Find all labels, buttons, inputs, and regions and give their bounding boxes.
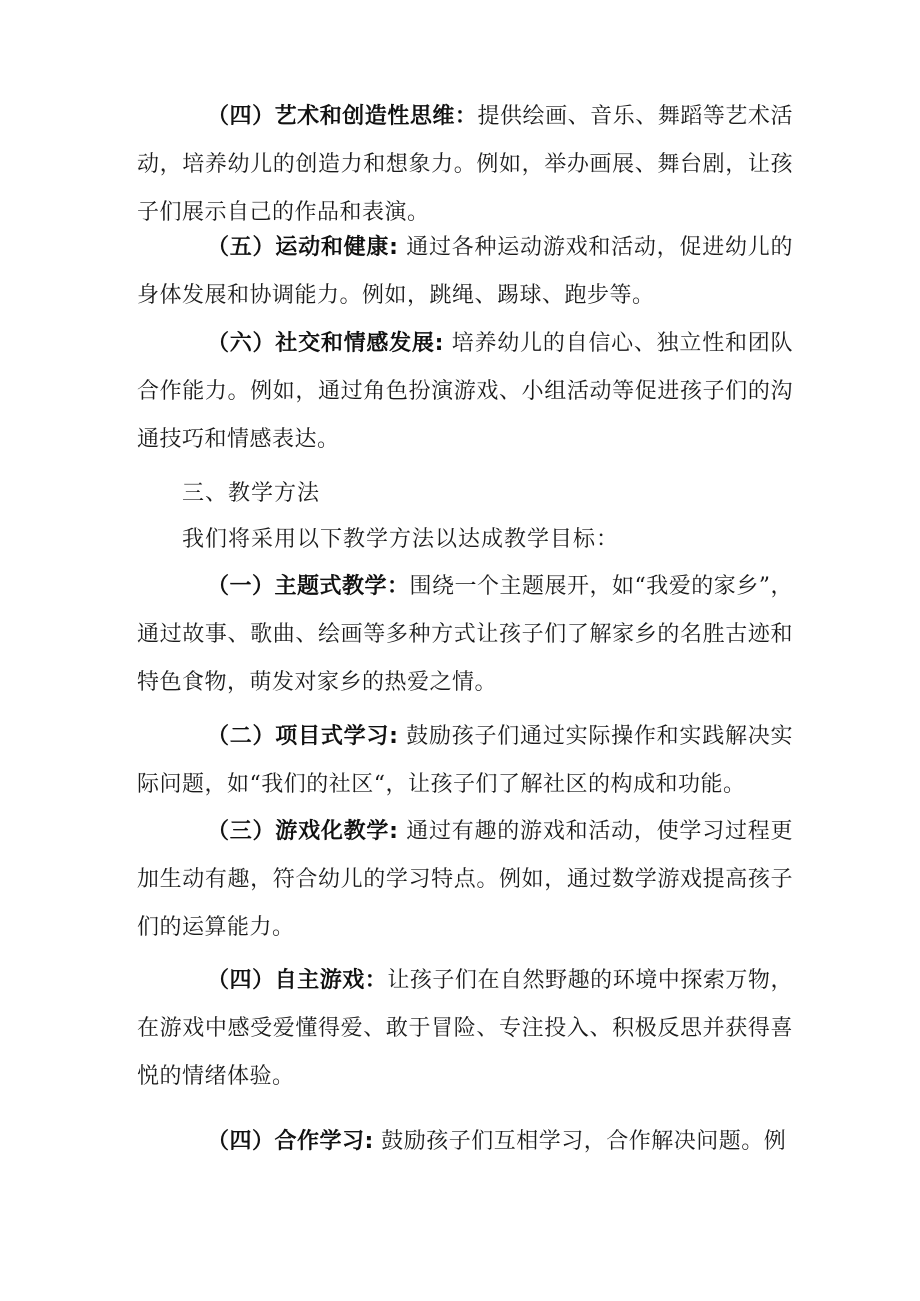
section-intro: 我们将采用以下教学方法以达成教学目标： — [182, 527, 620, 552]
paragraph-lead: （六）社交和情感发展: — [207, 331, 444, 356]
paragraph-theme-teaching — [137, 563, 793, 707]
paragraph-text: 培养幼儿的自信心、独立性和团队合作能力。例如，通过角色扮演游戏、小组活动等促进孩子们的沟通技巧和情感表达。 — [137, 331, 793, 452]
paragraph-lead: （四）艺术和创造性思维： — [207, 104, 478, 129]
paragraph-text: 让孩子们在自然野趣的环境中探索万物，在游戏中感受爱懂得爱、敢于冒险、专注投入、积极反思并获得喜悦的情绪体验。 — [137, 968, 793, 1089]
paragraph-lead: （三）游戏化教学: — [207, 819, 399, 844]
paragraph-game-teaching — [137, 808, 793, 952]
paragraph-text: 提供绘画、音乐、舞蹈等艺术活动，培养幼儿的创造力和想象力。例如，举办画展、舞台剧，让孩子们展示自己的作品和表演。 — [137, 104, 793, 225]
paragraph-text: 鼓励孩子们通过实际操作和实践解决实际问题，如“我们的社区“，让孩子们了解社区的构成和功能。 — [137, 724, 793, 797]
paragraph-lead: （五）运动和健康: — [207, 235, 399, 260]
paragraph-lead: （四）自主游戏： — [207, 968, 388, 993]
paragraph-lead: （四）合作学习: — [207, 1129, 374, 1154]
section-heading: 三、教学方法 — [182, 481, 321, 506]
paragraph-cooperative-learning — [137, 1118, 793, 1166]
paragraph-lead: （一）主题式教学： — [207, 574, 410, 599]
paragraph-sports — [137, 224, 793, 320]
paragraph-project-learning — [137, 713, 793, 809]
paragraph-arts — [137, 93, 793, 237]
paragraph-social — [137, 320, 793, 464]
paragraph-free-play — [137, 957, 793, 1101]
paragraph-text: 围绕一个主题展开，如“我爱的家乡”，通过故事、歌曲、绘画等多种方式让孩子们了解家乡的名胜古迹和特色食物，萌发对家乡的热爱之情。 — [137, 574, 794, 695]
paragraph-text: 鼓励孩子们互相学习，合作解决问题。例 — [373, 1129, 787, 1154]
paragraph-text: 通过有趣的游戏和活动，使学习过程更加生动有趣，符合幼儿的学习特点。例如，通过数学游戏提高孩子们的运算能力。 — [137, 819, 793, 940]
paragraph-lead: （二）项目式学习: — [207, 724, 399, 749]
paragraph-text: 通过各种运动游戏和活动，促进幼儿的身体发展和协调能力。例如，跳绳、踢球、跑步等。 — [137, 235, 793, 308]
